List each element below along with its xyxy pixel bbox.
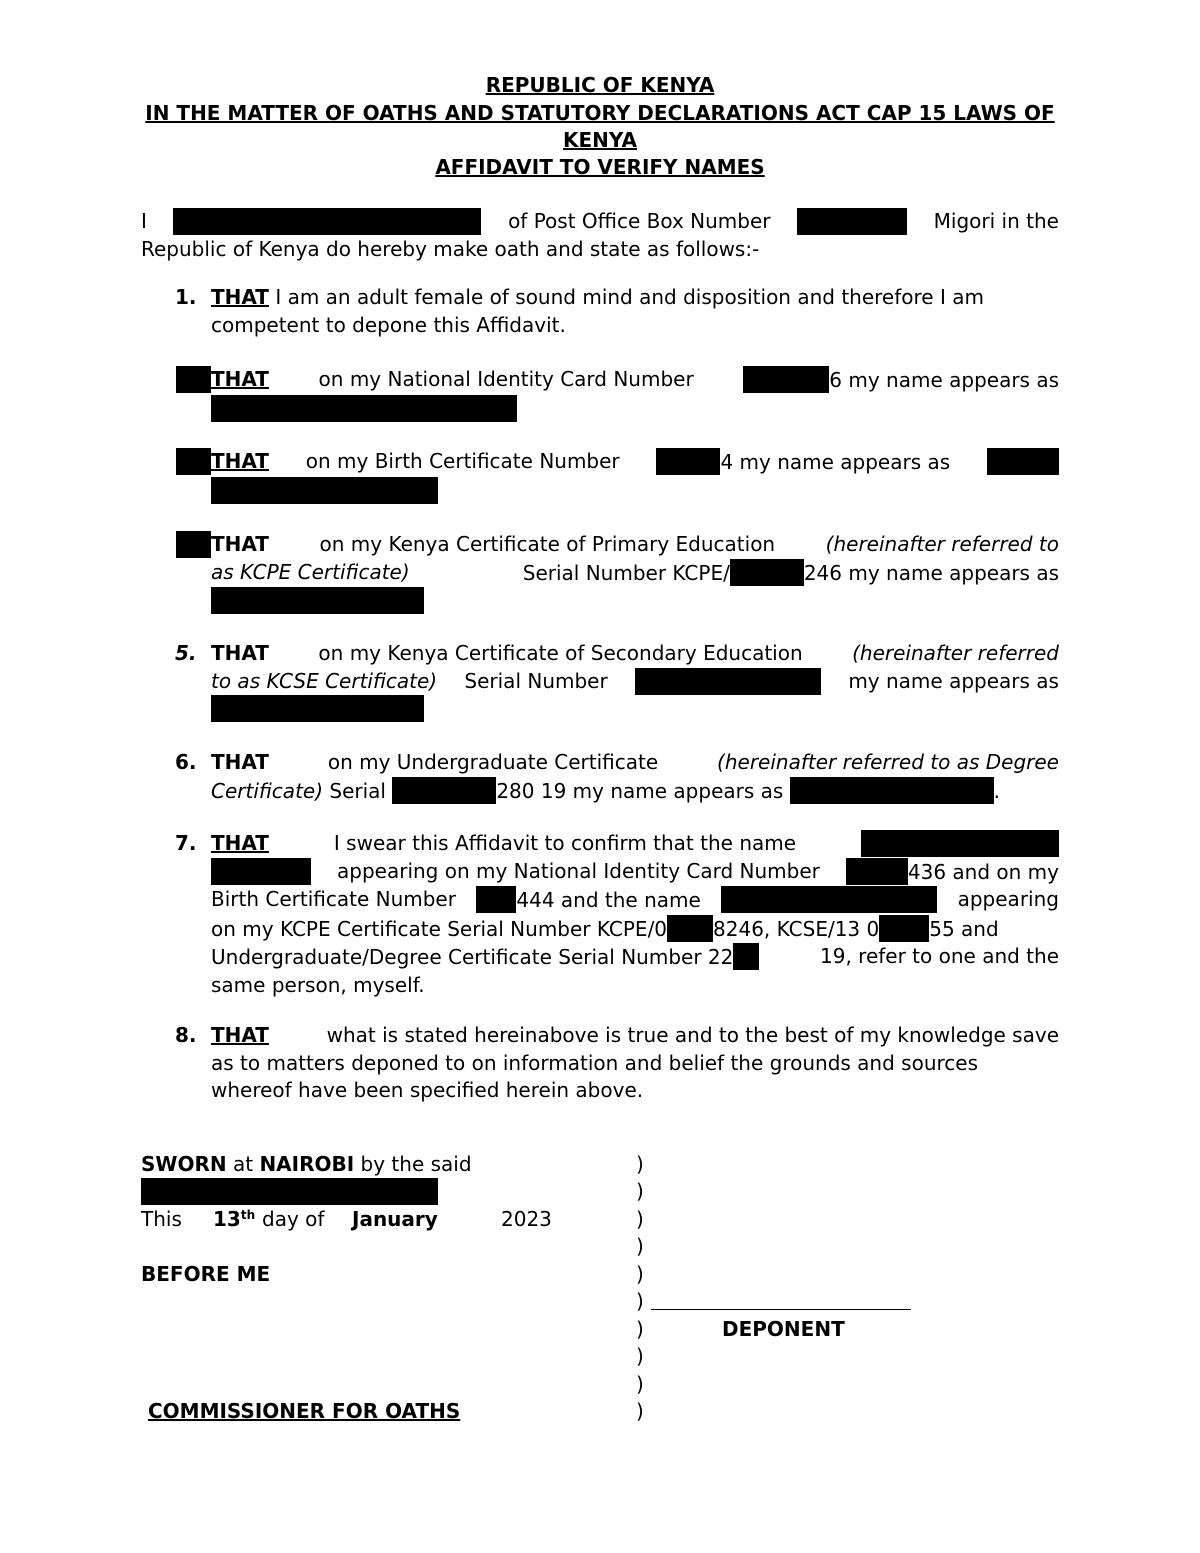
item-number-7: 7.	[175, 831, 197, 855]
header-matter: IN THE MATTER OF OATHS AND STATUTORY DECLARATIONS ACT CAP 15 LAWS OF	[145, 101, 1055, 125]
day-suffix: th	[240, 1208, 256, 1222]
item-1-text-a: I am an adult female of sound mind and disposition and therefore I am	[275, 285, 984, 309]
item-2-text-b: 6 my name appears as	[829, 368, 1059, 392]
header-affidavit-title: AFFIDAVIT TO VERIFY NAMES	[435, 155, 765, 179]
deponent-signature-line	[651, 1309, 911, 1310]
day-num: 13	[213, 1207, 241, 1231]
item-8-text-a: what is stated hereinabove is true and to the best of my knowledge save	[326, 1023, 1059, 1047]
redaction-degree-serial-2	[733, 943, 759, 970]
item-7-text-g: on my KCPE Certificate Serial Number KCPE/0	[211, 916, 668, 941]
redaction-kcpe-serial-2	[667, 915, 713, 942]
commissioner-label: COMMISSIONER FOR OATHS	[148, 1399, 461, 1423]
item-7-text-b: appearing on my National Identity Card Number	[337, 858, 820, 883]
redaction-id-number	[743, 366, 829, 393]
redaction-kcse-name	[211, 695, 424, 722]
paren-3: )	[636, 1207, 644, 1231]
item-3	[211, 448, 1059, 505]
item-7-text-h: 8246, KCSE/13 0	[713, 916, 880, 941]
that-keyword: THAT	[211, 367, 269, 391]
item-7-text-d: Birth Certificate Number	[211, 887, 456, 911]
item-4	[211, 531, 1059, 616]
intro-migori: Migori in the	[933, 209, 1059, 233]
item-5-text-a: on my Kenya Certificate of Secondary Education	[318, 641, 803, 665]
redaction-birth-cert-number	[656, 448, 720, 475]
item-number-8: 8.	[175, 1023, 197, 1047]
deponent-label: DEPONENT	[722, 1317, 845, 1341]
item-4-text-d: Serial Number KCPE/	[522, 560, 730, 585]
item-6	[211, 749, 1059, 805]
item-7-text-l: same person, myself.	[211, 972, 425, 997]
sworn-line	[141, 1151, 472, 1178]
item-7-text-e: 444 and the name	[516, 888, 701, 912]
item-5-text-d: Serial Number	[464, 668, 608, 693]
header-kenya: KENYA	[563, 128, 637, 152]
item-1	[211, 284, 1059, 339]
item-6-text-e: 280 19 my name appears as	[496, 778, 784, 803]
this-label: This	[141, 1207, 182, 1231]
item-7	[211, 830, 1059, 999]
item-8-text-c: whereof have been specified herein above.	[211, 1078, 644, 1102]
item-7-text-i: 55 and	[929, 916, 999, 941]
redaction-number-3	[176, 448, 211, 475]
intro-paragraph	[141, 208, 1059, 263]
item-8	[211, 1022, 1059, 1105]
intro-line2: Republic of Kenya do hereby make oath and state as follows:-	[141, 236, 760, 261]
item-7-text-j: Undergraduate/Degree Certificate Serial Number 22	[211, 945, 734, 969]
before-me-label: BEFORE ME	[141, 1262, 271, 1286]
month-label: January	[352, 1207, 438, 1231]
redaction-birth-name-b	[211, 477, 438, 504]
redaction-degree-serial	[392, 777, 496, 804]
item-4-text-c: as KCPE Certificate)	[211, 559, 410, 584]
redaction-degree-name	[790, 777, 994, 804]
header-republic: REPUBLIC OF KENYA	[485, 73, 715, 97]
paren-10: )	[636, 1399, 644, 1423]
item-3-text-b: 4 my name appears as	[720, 450, 951, 474]
redaction-birth-cert-number-2	[476, 886, 516, 913]
redaction-kcpe-name	[211, 587, 424, 614]
redaction-kcse-serial	[635, 668, 821, 695]
day-of-label: day of	[262, 1207, 325, 1231]
redaction-other-name	[721, 886, 937, 913]
paren-1: )	[636, 1152, 644, 1176]
item-2	[211, 366, 1059, 423]
item-2-text-a: on my National Identity Card Number	[318, 367, 694, 391]
redaction-id-name-b	[211, 858, 311, 885]
item-7-text-a: I swear this Affidavit to confirm that the name	[333, 831, 797, 855]
item-6-text-a: on my Undergraduate Certificate	[327, 750, 659, 774]
paren-5: )	[636, 1262, 644, 1286]
intro-post-office: of Post Office Box Number	[508, 209, 771, 233]
year-label: 2023	[501, 1207, 552, 1231]
redaction-id-number-2	[846, 858, 908, 885]
item-6-text-b: (hereinafter referred to as Degree	[717, 750, 1059, 774]
that-keyword: THAT	[211, 641, 269, 665]
item-1-text-b: competent to depone this Affidavit.	[211, 312, 566, 337]
day-number	[213, 1206, 255, 1233]
redaction-box-number	[797, 208, 907, 235]
sworn-label: SWORN	[141, 1152, 227, 1176]
item-6-text-d: Serial	[329, 778, 386, 803]
paren-6: )	[636, 1289, 644, 1313]
item-6-text-f: .	[993, 778, 1001, 803]
item-number-6: 6.	[175, 750, 197, 774]
that-keyword: THAT	[211, 285, 269, 309]
item-3-text-a: on my Birth Certificate Number	[305, 449, 620, 473]
redaction-number-2	[176, 366, 211, 393]
item-4-text-e: 246 my name appears as	[803, 560, 1059, 585]
paren-8: )	[636, 1344, 644, 1368]
item-7-text-f: appearing	[957, 887, 1059, 911]
item-7-text-c: 436 and on my	[907, 859, 1059, 884]
redaction-number-4	[176, 531, 211, 558]
nairobi-label: NAIROBI	[259, 1152, 355, 1176]
at-label: at	[232, 1152, 254, 1176]
paren-2: )	[636, 1179, 644, 1203]
redaction-kcse-serial-2	[879, 915, 929, 942]
paren-4: )	[636, 1234, 644, 1258]
item-number-1: 1.	[175, 285, 197, 309]
redaction-id-name	[211, 395, 517, 422]
by-said-label: by the said	[360, 1152, 472, 1176]
that-keyword: THAT	[211, 831, 269, 855]
item-4-text-b: (hereinafter referred to	[825, 532, 1059, 556]
item-number-5: 5.	[175, 641, 197, 665]
paren-7: )	[636, 1317, 644, 1341]
item-7-text-k: 19, refer to one and the	[820, 944, 1059, 968]
that-keyword: THAT	[211, 750, 269, 774]
item-4-text-a: on my Kenya Certificate of Primary Education	[319, 532, 776, 556]
item-5-text-b: (hereinafter referred	[852, 641, 1059, 665]
redaction-birth-name-a	[987, 448, 1059, 475]
paren-9: )	[636, 1372, 644, 1396]
redaction-id-name-a	[861, 830, 1059, 857]
item-6-text-c: Certificate)	[211, 778, 324, 803]
redaction-kcpe-serial	[730, 559, 804, 586]
item-5	[211, 640, 1059, 724]
that-keyword: THAT	[211, 1023, 269, 1047]
redaction-deponent-name	[141, 1178, 438, 1205]
item-8-text-b: as to matters deponed to on information and belief the grounds and sources	[211, 1050, 978, 1075]
that-keyword: THAT	[211, 449, 269, 473]
redaction-name	[173, 208, 481, 235]
item-5-text-c: to as KCSE Certificate)	[211, 668, 438, 693]
that-keyword: THAT	[211, 532, 269, 556]
item-5-text-e: my name appears as	[848, 668, 1059, 693]
intro-i: I	[141, 209, 147, 233]
